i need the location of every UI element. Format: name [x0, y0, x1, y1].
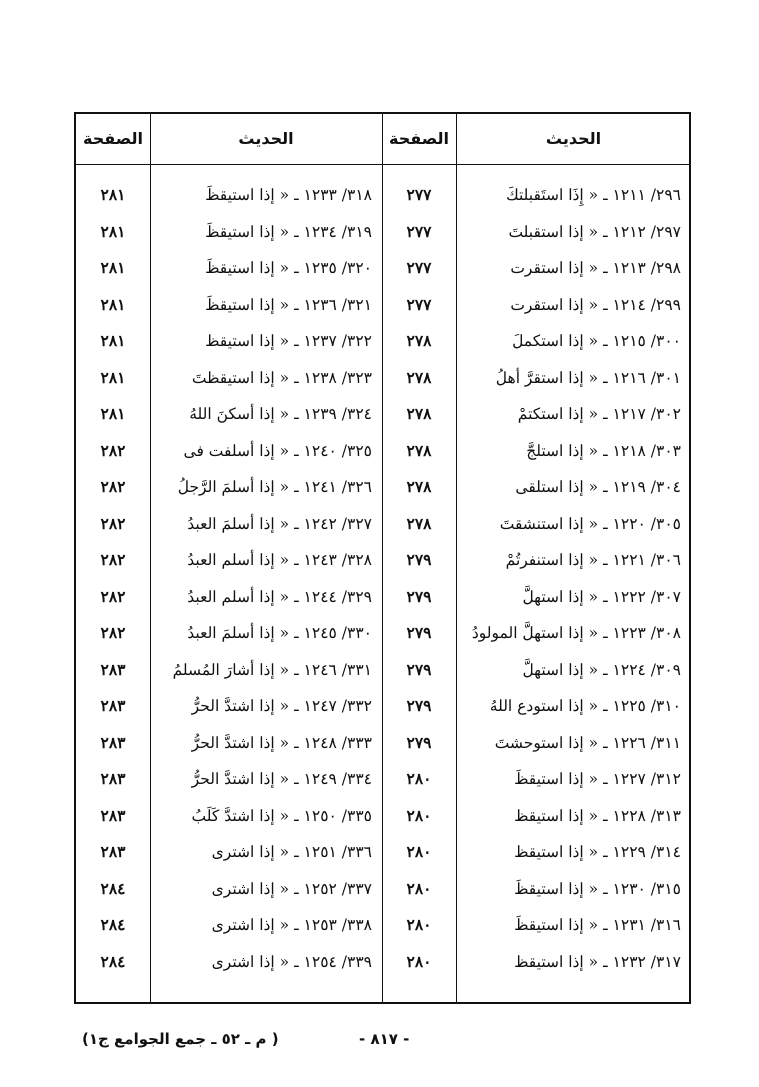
table-row [76, 688, 689, 725]
table-row [76, 652, 689, 689]
page-ref: ٢٨٠ [406, 769, 432, 788]
page-ref: ٢٨٢ [100, 477, 126, 496]
hadith-entry: ٣٣٣/ ١٢٤٨ ـ « إذا اشتدَّ الحرُّ [191, 733, 372, 752]
table-row [76, 579, 689, 616]
page-ref: ٢٧٨ [406, 513, 432, 533]
page-number: - ٨١٧ - [359, 1030, 410, 1048]
hadith-entry: ٢٩٧/ ١٢١٢ ـ « إذا استقبلتَ [508, 222, 681, 241]
table-row [76, 396, 689, 433]
page-ref: ٢٨٠ [406, 951, 432, 971]
page-ref: ٢٧٧ [406, 185, 432, 204]
page-ref: ٢٨٤ [100, 878, 126, 898]
page-ref: ٢٧٧ [406, 258, 432, 277]
hadith-entry: ٣٠٩/ ١٢٢٤ ـ « إذا استهلَّ [522, 660, 681, 679]
hadith-entry: ٣٠٢/ ١٢١٧ ـ « إذا استكتمْ [517, 405, 681, 423]
page-ref: ٢٧٨ [406, 404, 432, 423]
hadith-entry: ٢٩٩/ ١٢١٤ ـ « إذا استقرت [510, 295, 681, 314]
page-ref: ٢٧٩ [406, 586, 432, 606]
table-row [76, 615, 689, 652]
page-ref: ٢٨٣ [100, 696, 126, 715]
page-ref: ٢٧٨ [406, 477, 432, 496]
page-ref: ٢٨٣ [100, 805, 126, 825]
page-ref: ٢٨٢ [100, 586, 126, 606]
table-row [76, 214, 689, 251]
page-ref: ٢٧٨ [406, 331, 432, 350]
hadith-index-table [74, 112, 691, 1004]
table-row [76, 944, 689, 981]
table-row [76, 834, 689, 871]
table-row [76, 323, 689, 360]
hadith-entry: ٣٢٠/ ١٢٣٥ ـ « إذا استيقظَ [205, 259, 372, 277]
hadith-entry: ٣١٦/ ١٢٣١ ـ « إذا استيقظَ [514, 916, 681, 934]
hadith-entry: ٣٠٧/ ١٢٢٢ ـ « إذا استهلَّ [522, 587, 681, 606]
table-row [76, 433, 689, 470]
page-ref: ٢٧٧ [406, 294, 432, 314]
hadith-entry: ٣٠١/ ١٢١٦ ـ « إذا استقرَّ أهلُ [495, 368, 681, 387]
hadith-entry: ٣١٤/ ١٢٢٩ ـ « إذا استيقظ [514, 843, 681, 861]
page-ref: ٢٨١ [100, 367, 126, 387]
page-ref: ٢٧٩ [406, 623, 432, 642]
hadith-entry: ٣٢١/ ١٢٣٦ ـ « إذا استيقظَ [205, 295, 372, 314]
page-ref: ٢٨١ [100, 185, 126, 204]
page-ref: ٢٨١ [100, 258, 126, 277]
page-ref: ٢٧٨ [406, 440, 432, 460]
page-ref: ٢٨٤ [100, 951, 126, 971]
table-row [76, 287, 689, 324]
hadith-entry: ٣١٥/ ١٢٣٠ ـ « إذا استيقظَ [514, 879, 681, 898]
table-row [76, 360, 689, 397]
hadith-entry: ٣٢٨/ ١٢٤٣ ـ « إذا أسلم العبدُ [187, 551, 372, 569]
hadith-entry: ٢٩٦/ ١٢١١ ـ « إِذَا استَقبلتكَ [505, 186, 681, 204]
hadith-entry: ٢٩٨/ ١٢١٣ ـ « إذا استقرت [510, 259, 681, 277]
printer-signature: ( م ـ ٥٢ ـ جمع الجوامع ج١) [82, 1030, 279, 1048]
table-row [76, 469, 689, 506]
hadith-entry: ٣٢٣/ ١٢٣٨ ـ « إذا استيقظتَ [191, 368, 372, 387]
page-ref: ٢٨٢ [100, 623, 126, 642]
hadith-entry: ٣٣١/ ١٢٤٦ ـ « إذا أشارَ المُسلمُ [172, 660, 372, 679]
table-row [76, 761, 689, 798]
header-hadith-right: الحديث [545, 129, 602, 148]
hadith-entry: ٣٢٤/ ١٢٣٩ ـ « إذا أسكنَ اللهُ [189, 405, 372, 423]
hadith-entry: ٣٠٨/ ١٢٢٣ ـ « إذا استهلَّ المولودُ [471, 624, 681, 642]
hadith-entry: ٣٣٨/ ١٢٥٣ ـ « إذا اشترى [211, 916, 372, 934]
table-row [76, 177, 689, 214]
hadith-entry: ٣١٠/ ١٢٢٥ ـ « إذا استودع اللهُ [489, 697, 681, 715]
page-ref: ٢٨٠ [406, 805, 432, 825]
page-ref: ٢٨٣ [100, 659, 126, 679]
page-ref: ٢٨٢ [100, 550, 126, 569]
header-hadith-left: الحديث [238, 129, 294, 148]
table-row [76, 725, 689, 762]
page-ref: ٢٨٣ [100, 842, 126, 861]
hadith-entry: ٣٣٤/ ١٢٤٩ ـ « إذا اشتدَّ الحرُّ [191, 770, 372, 788]
page-ref: ٢٧٩ [406, 732, 432, 752]
hadith-entry: ٣١٢/ ١٢٢٧ ـ « إذا استيقظَ [514, 770, 681, 788]
hadith-entry: ٣٢٦/ ١٢٤١ ـ « إذا أسلمَ الرَّجلُ [177, 478, 372, 496]
hadith-entry: ٣٣٠/ ١٢٤٥ ـ « إذا أسلمَ العبدُ [187, 624, 372, 642]
table-row [76, 506, 689, 543]
header-page-right: الصفحة [388, 129, 449, 148]
header-divider [76, 164, 689, 165]
page-ref: ٢٨١ [100, 294, 126, 314]
hadith-entry: ٣٣٩/ ١٢٥٤ ـ « إذا اشترى [211, 952, 372, 971]
hadith-entry: ٣٣٥/ ١٢٥٠ ـ « إذا اشتدَّ كَلَبُ [191, 806, 372, 825]
hadith-entry: ٣٠٣/ ١٢١٨ ـ « إذا استلجَّ [526, 441, 681, 460]
page-ref: ٢٧٩ [406, 550, 432, 569]
hadith-entry: ٣٠٥/ ١٢٢٠ ـ « إذا استنشقتَ [499, 514, 681, 533]
page-ref: ٢٨٢ [100, 440, 126, 460]
page-ref: ٢٨٢ [100, 513, 126, 533]
hadith-entry: ٣١١/ ١٢٢٦ ـ « إذا استوحشتَ [494, 733, 681, 752]
hadith-entry: ٣٠٤/ ١٢١٩ ـ « إذا استلقى [515, 478, 681, 496]
page-ref: ٢٨١ [100, 331, 126, 350]
hadith-entry: ٣٢٥/ ١٢٤٠ ـ « إذا أسلفت فى [183, 441, 372, 460]
table-row [76, 250, 689, 287]
table-row [76, 798, 689, 835]
page-ref: ٢٧٩ [406, 696, 432, 715]
hadith-entry: ٣٣٧/ ١٢٥٢ ـ « إذا اشترى [211, 879, 372, 898]
hadith-entry: ٣٣٢/ ١٢٤٧ ـ « إذا اشتدَّ الحرُّ [191, 697, 372, 715]
page-ref: ٢٨٠ [406, 915, 432, 934]
page-ref: ٢٧٩ [406, 659, 432, 679]
page-ref: ٢٨٠ [406, 878, 432, 898]
hadith-entry: ٣٢٩/ ١٢٤٤ ـ « إذا أسلم العبدُ [187, 587, 372, 606]
header-page-left: الصفحة [82, 129, 143, 148]
page-ref: ٢٨٣ [100, 732, 126, 752]
hadith-entry: ٣١٧/ ١٢٣٢ ـ « إذا استيقظ [514, 952, 681, 971]
hadith-entry: ٣٠٠/ ١٢١٥ ـ « إذا استكملَ [512, 332, 681, 350]
page-ref: ٢٨٠ [406, 842, 432, 861]
table-body [76, 177, 689, 980]
table-row [76, 907, 689, 944]
hadith-entry: ٣٣٦/ ١٢٥١ ـ « إذا اشترى [211, 843, 372, 861]
page-footer [74, 1030, 691, 1054]
page-ref: ٢٨١ [100, 221, 126, 241]
hadith-entry: ٣٢٢/ ١٢٣٧ ـ « إذا استيقظ [205, 332, 372, 350]
hadith-entry: ٣١٣/ ١٢٢٨ ـ « إذا استيقظ [514, 806, 681, 825]
page-ref: ٢٨٤ [100, 915, 126, 934]
page-ref: ٢٨٣ [100, 769, 126, 788]
page-ref: ٢٧٧ [406, 221, 432, 241]
hadith-entry: ٣٠٦/ ١٢٢١ ـ « إذا استنفرتُمْ [505, 551, 681, 569]
hadith-entry: ٣١٩/ ١٢٣٤ ـ « إذا استيقظَ [205, 222, 372, 241]
page-ref: ٢٨١ [100, 404, 126, 423]
table-row [76, 542, 689, 579]
hadith-entry: ٣١٨/ ١٢٣٣ ـ « إذا استيقظَ [205, 186, 372, 204]
page-ref: ٢٧٨ [406, 367, 432, 387]
table-row [76, 871, 689, 908]
hadith-entry: ٣٢٧/ ١٢٤٢ ـ « إذا أسلمَ العبدُ [187, 514, 372, 533]
